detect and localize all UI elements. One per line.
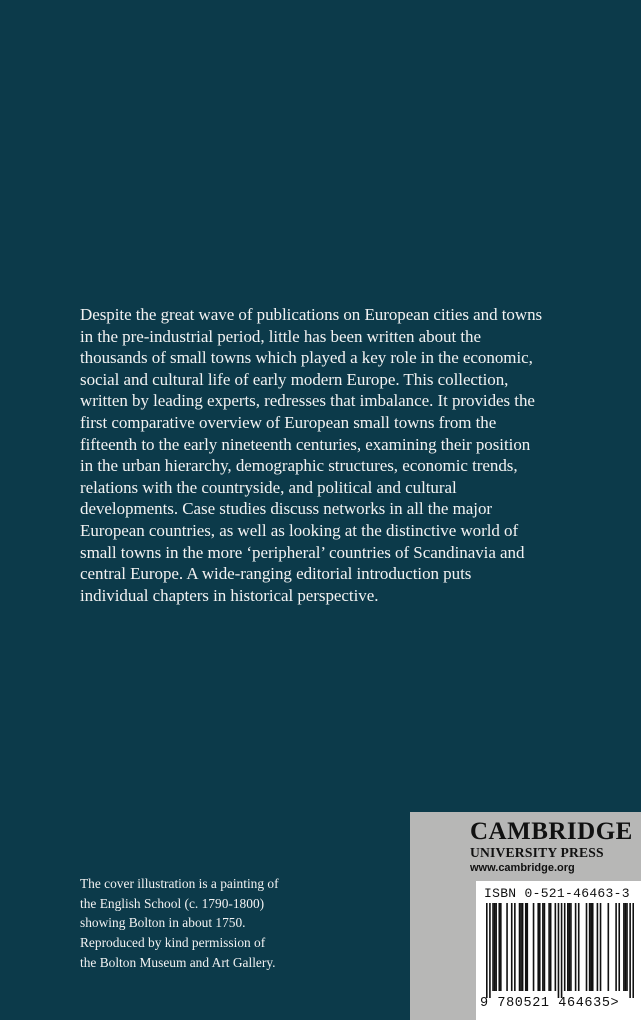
- barcode-bar: [525, 903, 527, 991]
- barcode-bar: [592, 903, 594, 991]
- barcode-bar: [570, 903, 572, 991]
- credit-line: showing Bolton in about 1750.: [80, 915, 246, 931]
- credit-line: The cover illustration is a painting of: [80, 876, 279, 891]
- barcode-bar: [522, 903, 524, 991]
- blurb-line: European countries, as well as looking at the distinctive world of: [80, 520, 519, 540]
- barcode-bar: [575, 903, 577, 991]
- blurb-line: fifteenth to the early nineteenth centuries, examining their position: [80, 434, 531, 454]
- barcode-bar: [590, 903, 592, 991]
- barcode-bar: [542, 903, 544, 991]
- blurb-line: Despite the great wave of publications on European cities and towns: [80, 305, 543, 324]
- barcode-bar: [533, 903, 535, 991]
- barcode-bar: [527, 903, 529, 991]
- barcode-icon: [486, 903, 634, 998]
- barcode-bar: [548, 903, 550, 991]
- blurb-line: developments. Case studies discuss networks in all the major: [80, 499, 493, 519]
- blurb-line: in the urban hierarchy, demographic structures, economic trends,: [80, 456, 518, 476]
- barcode-bar: [567, 903, 569, 991]
- barcode-bar: [555, 903, 557, 991]
- publisher-url: www.cambridge.org: [470, 862, 575, 874]
- blurb-line: central Europe. A wide-ranging editorial introduction puts: [80, 564, 472, 584]
- blurb-line: written by leading experts, redresses that imbalance. It provides the: [80, 391, 535, 411]
- blurb-line: social and cultural life of early modern Europe. This collection,: [80, 369, 509, 389]
- barcode-bar: [506, 903, 508, 991]
- ean-trailer: >: [610, 996, 620, 1011]
- credit-line: the English School (c. 1790-1800): [80, 895, 265, 911]
- barcode-bar: [537, 903, 539, 991]
- barcode-bar: [514, 903, 516, 991]
- barcode-bar: [539, 903, 541, 991]
- barcode-bar: [629, 903, 631, 998]
- blurb-line: relations with the countryside, and political and cultural: [80, 477, 457, 497]
- barcode-bar: [589, 903, 591, 991]
- credit-line: Reproduced by kind permission of: [80, 935, 266, 951]
- cover-illustration-credit: [80, 874, 320, 973]
- isbn-label: ISBN 0-521-46463-3: [484, 886, 630, 901]
- blurb-line: individual chapters in historical perspective.: [80, 585, 379, 605]
- barcode-bar: [492, 903, 494, 991]
- barcode-bar: [578, 903, 580, 991]
- barcode-bar: [494, 903, 496, 991]
- barcode-bar: [597, 903, 599, 991]
- publisher-logo-subtitle: UNIVERSITY PRESS: [470, 845, 604, 860]
- barcode-bar: [623, 903, 625, 991]
- ean-digits: [480, 996, 640, 1011]
- barcode-bar: [626, 903, 628, 991]
- blurb-line: thousands of small towns which played a key role in the economic,: [80, 348, 533, 368]
- barcode-bar: [564, 903, 566, 991]
- barcode-bar: [625, 903, 627, 991]
- barcode-bar: [558, 903, 560, 998]
- barcode-bar: [511, 903, 513, 991]
- barcode-bar: [544, 903, 546, 991]
- blurb-line: small towns in the more ‘peripheral’ countries of Scandinavia and: [80, 542, 525, 562]
- ean-number: 9 780521 464635: [480, 996, 611, 1011]
- publisher-block: [410, 812, 641, 1020]
- barcode-bar: [486, 903, 488, 998]
- barcode-bar: [569, 903, 571, 991]
- barcode-bar: [550, 903, 552, 991]
- blurb-line: in the pre-industrial period, little has been written about the: [80, 326, 481, 346]
- barcode-bar: [600, 903, 602, 991]
- cover-blurb: [80, 304, 580, 606]
- barcode-bar: [519, 903, 521, 991]
- blurb-line: first comparative overview of European small towns from the: [80, 412, 497, 432]
- barcode-bar: [498, 903, 500, 991]
- barcode-panel: [476, 881, 641, 1020]
- barcode-bar: [608, 903, 610, 991]
- barcode-bar: [618, 903, 620, 991]
- barcode-bar: [561, 903, 563, 998]
- barcode-bar: [632, 903, 634, 998]
- barcode-bar: [489, 903, 491, 998]
- barcode-bar: [586, 903, 588, 991]
- barcode-bar: [520, 903, 522, 991]
- barcode-bar: [500, 903, 502, 991]
- credit-line: the Bolton Museum and Art Gallery.: [80, 954, 276, 970]
- barcode-bar: [615, 903, 617, 991]
- publisher-logo-name: CAMBRIDGE: [470, 818, 633, 845]
- barcode-bar: [495, 903, 497, 991]
